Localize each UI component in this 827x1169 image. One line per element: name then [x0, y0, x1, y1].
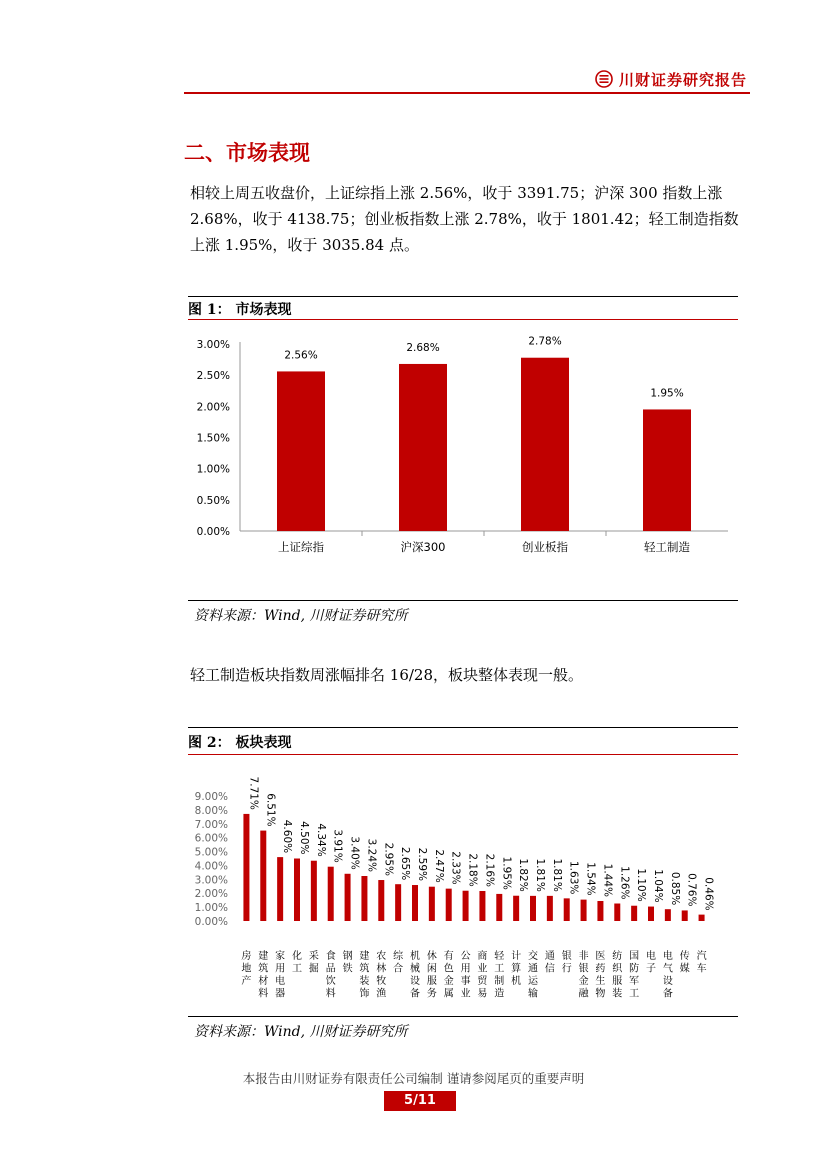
- figure-1-source: 资料来源：Wind, 川财证券研究所: [194, 608, 408, 624]
- bar-value-label: 1.44%: [601, 863, 614, 897]
- x-tick-label: 公用事业: [460, 951, 471, 1000]
- bar: [643, 409, 691, 531]
- bar: [463, 891, 469, 921]
- y-tick-label: 3.00%: [196, 339, 230, 351]
- header-title: 川财证券研究报告: [618, 70, 747, 89]
- page-number: 5/11: [384, 1091, 456, 1111]
- bar: [399, 364, 447, 531]
- bar-value-label: 1.95%: [500, 856, 513, 890]
- bar: [521, 358, 569, 531]
- header-rule: [184, 92, 750, 94]
- x-tick-label: 机械设备: [410, 951, 420, 1000]
- x-tick-label: 食品饮料: [325, 951, 336, 1000]
- bar-value-label: 1.82%: [517, 858, 530, 892]
- x-tick-label: 上证综指: [278, 540, 324, 554]
- bar-value-label: 1.95%: [650, 387, 684, 400]
- y-tick-label: 1.00%: [194, 902, 228, 915]
- bar-value-label: 0.85%: [668, 871, 681, 906]
- y-tick-label: 4.00%: [194, 860, 228, 873]
- bar: [277, 857, 283, 921]
- y-tick-label: 3.00%: [194, 874, 228, 887]
- bar: [378, 880, 384, 921]
- x-tick-label: 非银金融: [578, 951, 589, 1000]
- x-tick-label: 建筑装饰: [359, 951, 370, 1000]
- bar-value-label: 4.60%: [281, 819, 294, 854]
- figure-2-top-rule: [188, 727, 738, 728]
- bar-value-label: 2.33%: [449, 851, 462, 885]
- header-brand: [595, 66, 747, 92]
- chart-sector-performance: [188, 760, 740, 1016]
- x-tick-label: 创业板指: [522, 540, 568, 554]
- bar-value-label: 2.68%: [406, 341, 440, 354]
- company-logo-icon: [595, 70, 613, 88]
- x-tick-label: 钢铁: [342, 951, 353, 975]
- bar: [496, 894, 502, 921]
- bar-value-label: 2.95%: [382, 842, 395, 877]
- bar: [648, 907, 654, 921]
- bar-value-label: 1.81%: [534, 858, 546, 892]
- bar: [361, 876, 367, 921]
- x-tick-label: 化工: [292, 951, 302, 975]
- x-tick-label: 轻工制造: [644, 540, 690, 554]
- x-tick-label: 银行: [561, 951, 572, 975]
- bar-value-label: 2.16%: [483, 853, 496, 887]
- bar-value-label: 2.56%: [284, 349, 318, 362]
- paragraph-market: 相较上周五收盘价，上证综指上涨 2.56%，收于 3391.75；沪深 300 指数上涨 2.68%，收于 4138.75；创业板指数上涨 2.78%，收于 1801.42；轻工制造指数上涨 1.95%，收于 3035.84 点。: [190, 184, 739, 254]
- y-tick-label: 1.00%: [196, 463, 230, 476]
- bar-value-label: 2.78%: [528, 335, 562, 348]
- y-tick-label: 0.00%: [196, 526, 230, 538]
- figure-1-top-rule: [188, 296, 738, 297]
- bar: [328, 867, 334, 921]
- bar: [412, 885, 418, 921]
- x-tick-label: 商业贸易: [477, 951, 488, 1000]
- bar: [665, 909, 671, 921]
- x-tick-label: 汽车: [696, 951, 707, 975]
- figure-2-source: 资料来源：Wind, 川财证券研究所: [194, 1024, 408, 1040]
- figure-2-title: 图 2： 板块表现: [188, 735, 292, 751]
- figure-2-bottom-rule: [188, 1016, 738, 1017]
- y-tick-label: 7.00%: [194, 818, 228, 831]
- bar: [564, 898, 570, 921]
- y-tick-label: 0.50%: [196, 494, 230, 507]
- x-tick-label: 国防军工: [629, 951, 640, 1000]
- bar-value-label: 7.71%: [247, 776, 260, 810]
- bar: [294, 859, 300, 922]
- bar: [446, 889, 452, 921]
- x-tick-label: 建筑材料: [258, 951, 269, 1000]
- bar-value-label: 1.26%: [618, 866, 631, 900]
- y-tick-label: 8.00%: [194, 804, 228, 817]
- section-title: 二、市场表现: [184, 140, 310, 165]
- bar: [597, 901, 603, 921]
- bar: [429, 887, 435, 921]
- bar: [260, 831, 266, 921]
- bar-value-label: 2.47%: [432, 849, 445, 883]
- bar: [530, 896, 536, 921]
- bar-value-label: 3.91%: [331, 829, 344, 863]
- bar: [479, 891, 485, 921]
- x-tick-label: 医药生物: [595, 951, 606, 1000]
- chart-market-performance: [188, 326, 740, 596]
- y-tick-label: 6.00%: [194, 832, 228, 845]
- x-tick-label: 交通运输: [528, 951, 538, 1000]
- bar-value-label: 2.65%: [399, 846, 412, 881]
- bar-value-label: 1.04%: [652, 869, 664, 903]
- y-tick-label: 5.00%: [194, 846, 228, 859]
- bar: [395, 884, 401, 921]
- bar-value-label: 2.59%: [416, 847, 428, 882]
- figure-1-bottom-rule: [188, 600, 738, 601]
- bar-value-label: 0.46%: [702, 877, 715, 911]
- x-tick-label: 家用电器: [275, 951, 286, 1000]
- bar-value-label: 1.10%: [635, 868, 648, 902]
- x-tick-label: 轻工制造: [494, 951, 505, 1000]
- bar-value-label: 3.24%: [365, 838, 378, 872]
- x-tick-label: 通信: [544, 951, 555, 975]
- bar-value-label: 4.34%: [314, 823, 327, 857]
- x-tick-label: 有色金属: [443, 951, 454, 1000]
- x-tick-label: 采掘: [308, 951, 319, 975]
- x-tick-label: 休闲服务: [426, 951, 437, 1000]
- x-tick-label: 农林牧渔: [376, 951, 387, 1000]
- paragraph-sector-rank: 轻工制造板块指数周涨幅排名 16/28，板块整体表现一般。: [190, 666, 583, 684]
- x-tick-label: 沪深300: [400, 540, 446, 554]
- figure-1-title-rule: [188, 319, 738, 320]
- bar-value-label: 1.54%: [584, 862, 597, 896]
- bar-value-label: 4.50%: [298, 821, 310, 855]
- y-tick-label: 9.00%: [194, 791, 228, 803]
- bar-value-label: 0.76%: [685, 873, 698, 907]
- y-tick-label: 2.00%: [196, 401, 230, 414]
- x-tick-label: 综合: [393, 951, 404, 975]
- x-tick-label: 电气设备: [662, 951, 673, 1000]
- bar: [631, 906, 637, 921]
- bar: [345, 874, 351, 921]
- bar-value-label: 1.81%: [550, 858, 563, 892]
- x-tick-label: 电子: [646, 951, 656, 975]
- bar-value-label: 6.51%: [264, 793, 277, 827]
- bar: [547, 896, 553, 921]
- bar-value-label: 3.40%: [348, 836, 361, 870]
- y-tick-label: 2.00%: [194, 888, 228, 901]
- bar-value-label: 2.18%: [466, 853, 479, 887]
- figure-2-title-rule: [188, 754, 738, 755]
- y-tick-label: 1.50%: [196, 432, 230, 445]
- bar: [614, 904, 620, 922]
- bar: [243, 814, 249, 921]
- y-tick-label: 2.50%: [196, 370, 230, 383]
- x-tick-label: 传媒: [679, 951, 690, 975]
- footer-disclaimer: 本报告由川财证券有限责任公司编制 谨请参阅尾页的重要声明: [242, 1071, 585, 1086]
- bar: [699, 915, 705, 921]
- bar: [581, 900, 587, 921]
- bar: [277, 371, 325, 531]
- x-tick-label: 房地产: [241, 951, 252, 987]
- bar: [682, 910, 688, 921]
- figure-1-title: 图 1： 市场表现: [188, 302, 292, 318]
- bar: [311, 861, 317, 921]
- bar: [513, 896, 519, 921]
- y-tick-label: 0.00%: [194, 916, 228, 928]
- x-tick-label: 纺织服装: [612, 951, 623, 1000]
- bar-value-label: 1.63%: [567, 861, 580, 895]
- x-tick-label: 计算机: [511, 951, 522, 987]
